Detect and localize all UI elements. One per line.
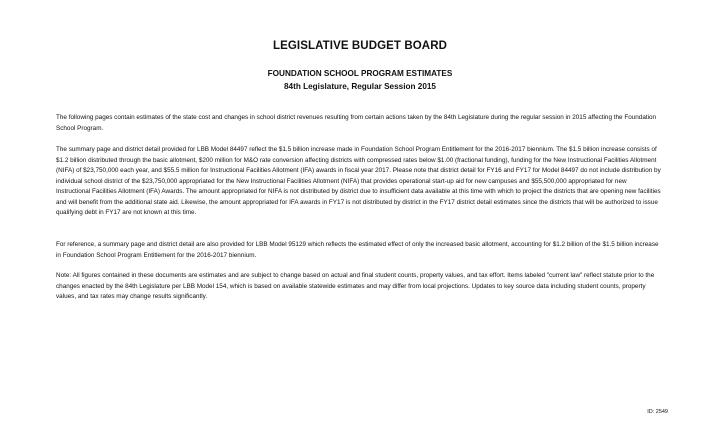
document-title: LEGISLATIVE BUDGET BOARD <box>272 40 448 52</box>
document-id: ID: 2549 <box>647 409 668 415</box>
paragraph-model-84497: The summary page and district detail provided for LBB Model 84497 reflect the $1.5 billion increase made in Foundation School Program Entitlement for the 2016-2017 biennium. The $1.5 billion increase consists of $1.2 billion distributed through the basic allotment, $200 million for M&O rate conversion affecting districts with compressed rates below $1.00 (fractional funding), funding for the New Instructional Facilities Allotment (NIFA) of $23,750,000 each year, and $55.5 million for Instructional Facilities Allotment (IFA) awards in fiscal year 2017. Please note that district detail for FY16 and FY17 for Model 84497 do not include distribution by individual school district of the $23,750,000 appropriated for the New Instructional Facilities Allotment (NIFA) that provides operational start-up aid for new campuses and $55,500,000 appropriated for new Instructional Facilities Allotment (IFA) Awards. The amount appropriated for NIFA is not distributed by district due to insufficient data available at this time with which to project the districts that are opening new facilities and will benefit from the additional state aid. Likewise, the amount appropriated for IFA awards in FY17 is not distributed by district in the FY17 district detail estimates since the districts that will be authorized to issue qualifying debt in FY17 are not known at this time. <box>56 146 661 216</box>
paragraph-note: Note: All figures contained in these documents are estimates and are subject to change based on actual and final student counts, property values, and tax effort. Items labeled "current law" reflect statute prior to the changes enacted by the 84th Legislature per LBB Model 154, which is based on available statewide estimates and may differ from local projections. Updates to key source data including student counts, property values, and tax rates may change results significantly. <box>56 272 655 300</box>
document-subtitle: FOUNDATION SCHOOL PROGRAM ESTIMATES <box>267 69 453 78</box>
session-subtitle: 84th Legislature, Regular Session 2015 <box>284 82 436 91</box>
paragraph-intro: The following pages contain estimates of the state cost and changes in school district revenues resulting from certain actions taken by the 84th Legislature during the regular session in 2015 affecting the Foundation School Program. <box>56 114 657 132</box>
paragraph-model-95129: For reference, a summary page and district detail are also provided for LBB Model 95129 which reflects the estimated effect of only the increased basic allotment, accounting for $1.2 billion of the $1.5 billion increase in Foundation School Program Entitlement for the 2016-2017 biennium. <box>56 241 659 259</box>
